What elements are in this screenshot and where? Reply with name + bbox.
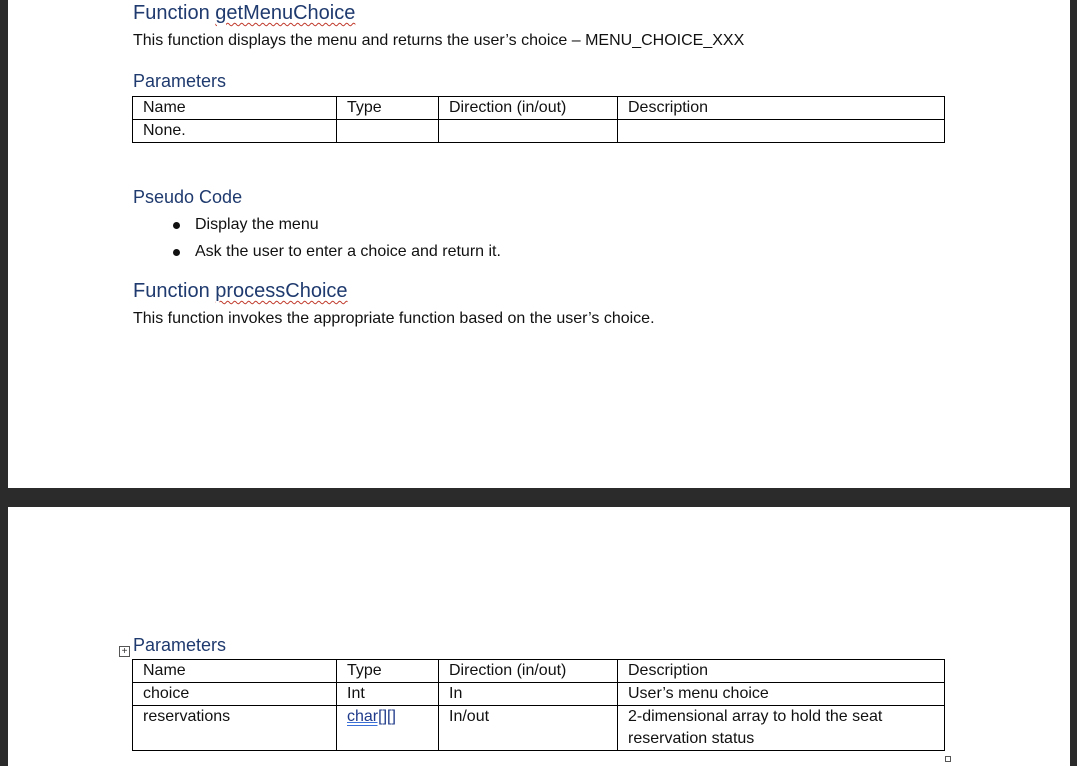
header-type: Type — [337, 660, 439, 683]
cell-name: None. — [133, 120, 337, 143]
parameters-heading: Parameters — [133, 635, 227, 655]
document-page-2 — [8, 507, 1070, 766]
cell-type — [337, 706, 439, 751]
parameters-heading: Parameters — [133, 71, 227, 91]
pseudo-code-list — [133, 215, 501, 269]
table-row — [133, 706, 945, 751]
function-heading-getmenuchoice — [133, 2, 355, 25]
header-direction: Direction (in/out) — [439, 97, 618, 120]
function-heading-processchoice — [133, 280, 348, 303]
list-item: Ask the user to enter a choice and return it. — [133, 242, 501, 269]
table-resize-handle-icon[interactable] — [945, 756, 951, 762]
cell-description: 2-dimensional array to hold the seat reservation status — [618, 706, 945, 751]
cell-name: reservations — [133, 706, 337, 751]
function-name: processChoice — [215, 280, 348, 302]
function-name: getMenuChoice — [215, 2, 356, 24]
cell-direction: In/out — [439, 706, 618, 751]
table-header-row — [133, 97, 945, 120]
header-name: Name — [133, 97, 337, 120]
header-type: Type — [337, 97, 439, 120]
header-name: Name — [133, 660, 337, 683]
function-description: This function displays the menu and returns the user’s choice – MENU_CHOICE_XXX — [133, 32, 745, 49]
pseudo-code-heading: Pseudo Code — [133, 187, 243, 207]
cell-type — [337, 120, 439, 143]
heading-prefix: Function — [133, 2, 216, 24]
table-move-handle-icon[interactable]: + — [119, 646, 130, 657]
header-description: Description — [618, 97, 945, 120]
cell-type: Int — [337, 683, 439, 706]
table-row — [133, 683, 945, 706]
cell-direction — [439, 120, 618, 143]
cell-name: choice — [133, 683, 337, 706]
parameters-table — [132, 96, 945, 143]
cell-description: User’s menu choice — [618, 683, 945, 706]
header-description: Description — [618, 660, 945, 683]
cell-description — [618, 120, 945, 143]
function-description: This function invokes the appropriate function based on the user’s choice. — [133, 310, 655, 327]
document-page-1 — [8, 0, 1070, 488]
table-header-row — [133, 660, 945, 683]
header-direction: Direction (in/out) — [439, 660, 618, 683]
list-item: Display the menu — [133, 215, 501, 242]
type-link[interactable]: char[][] — [347, 708, 396, 725]
cell-direction: In — [439, 683, 618, 706]
heading-prefix: Function — [133, 280, 216, 302]
table-row — [133, 120, 945, 143]
parameters-table — [132, 659, 945, 751]
